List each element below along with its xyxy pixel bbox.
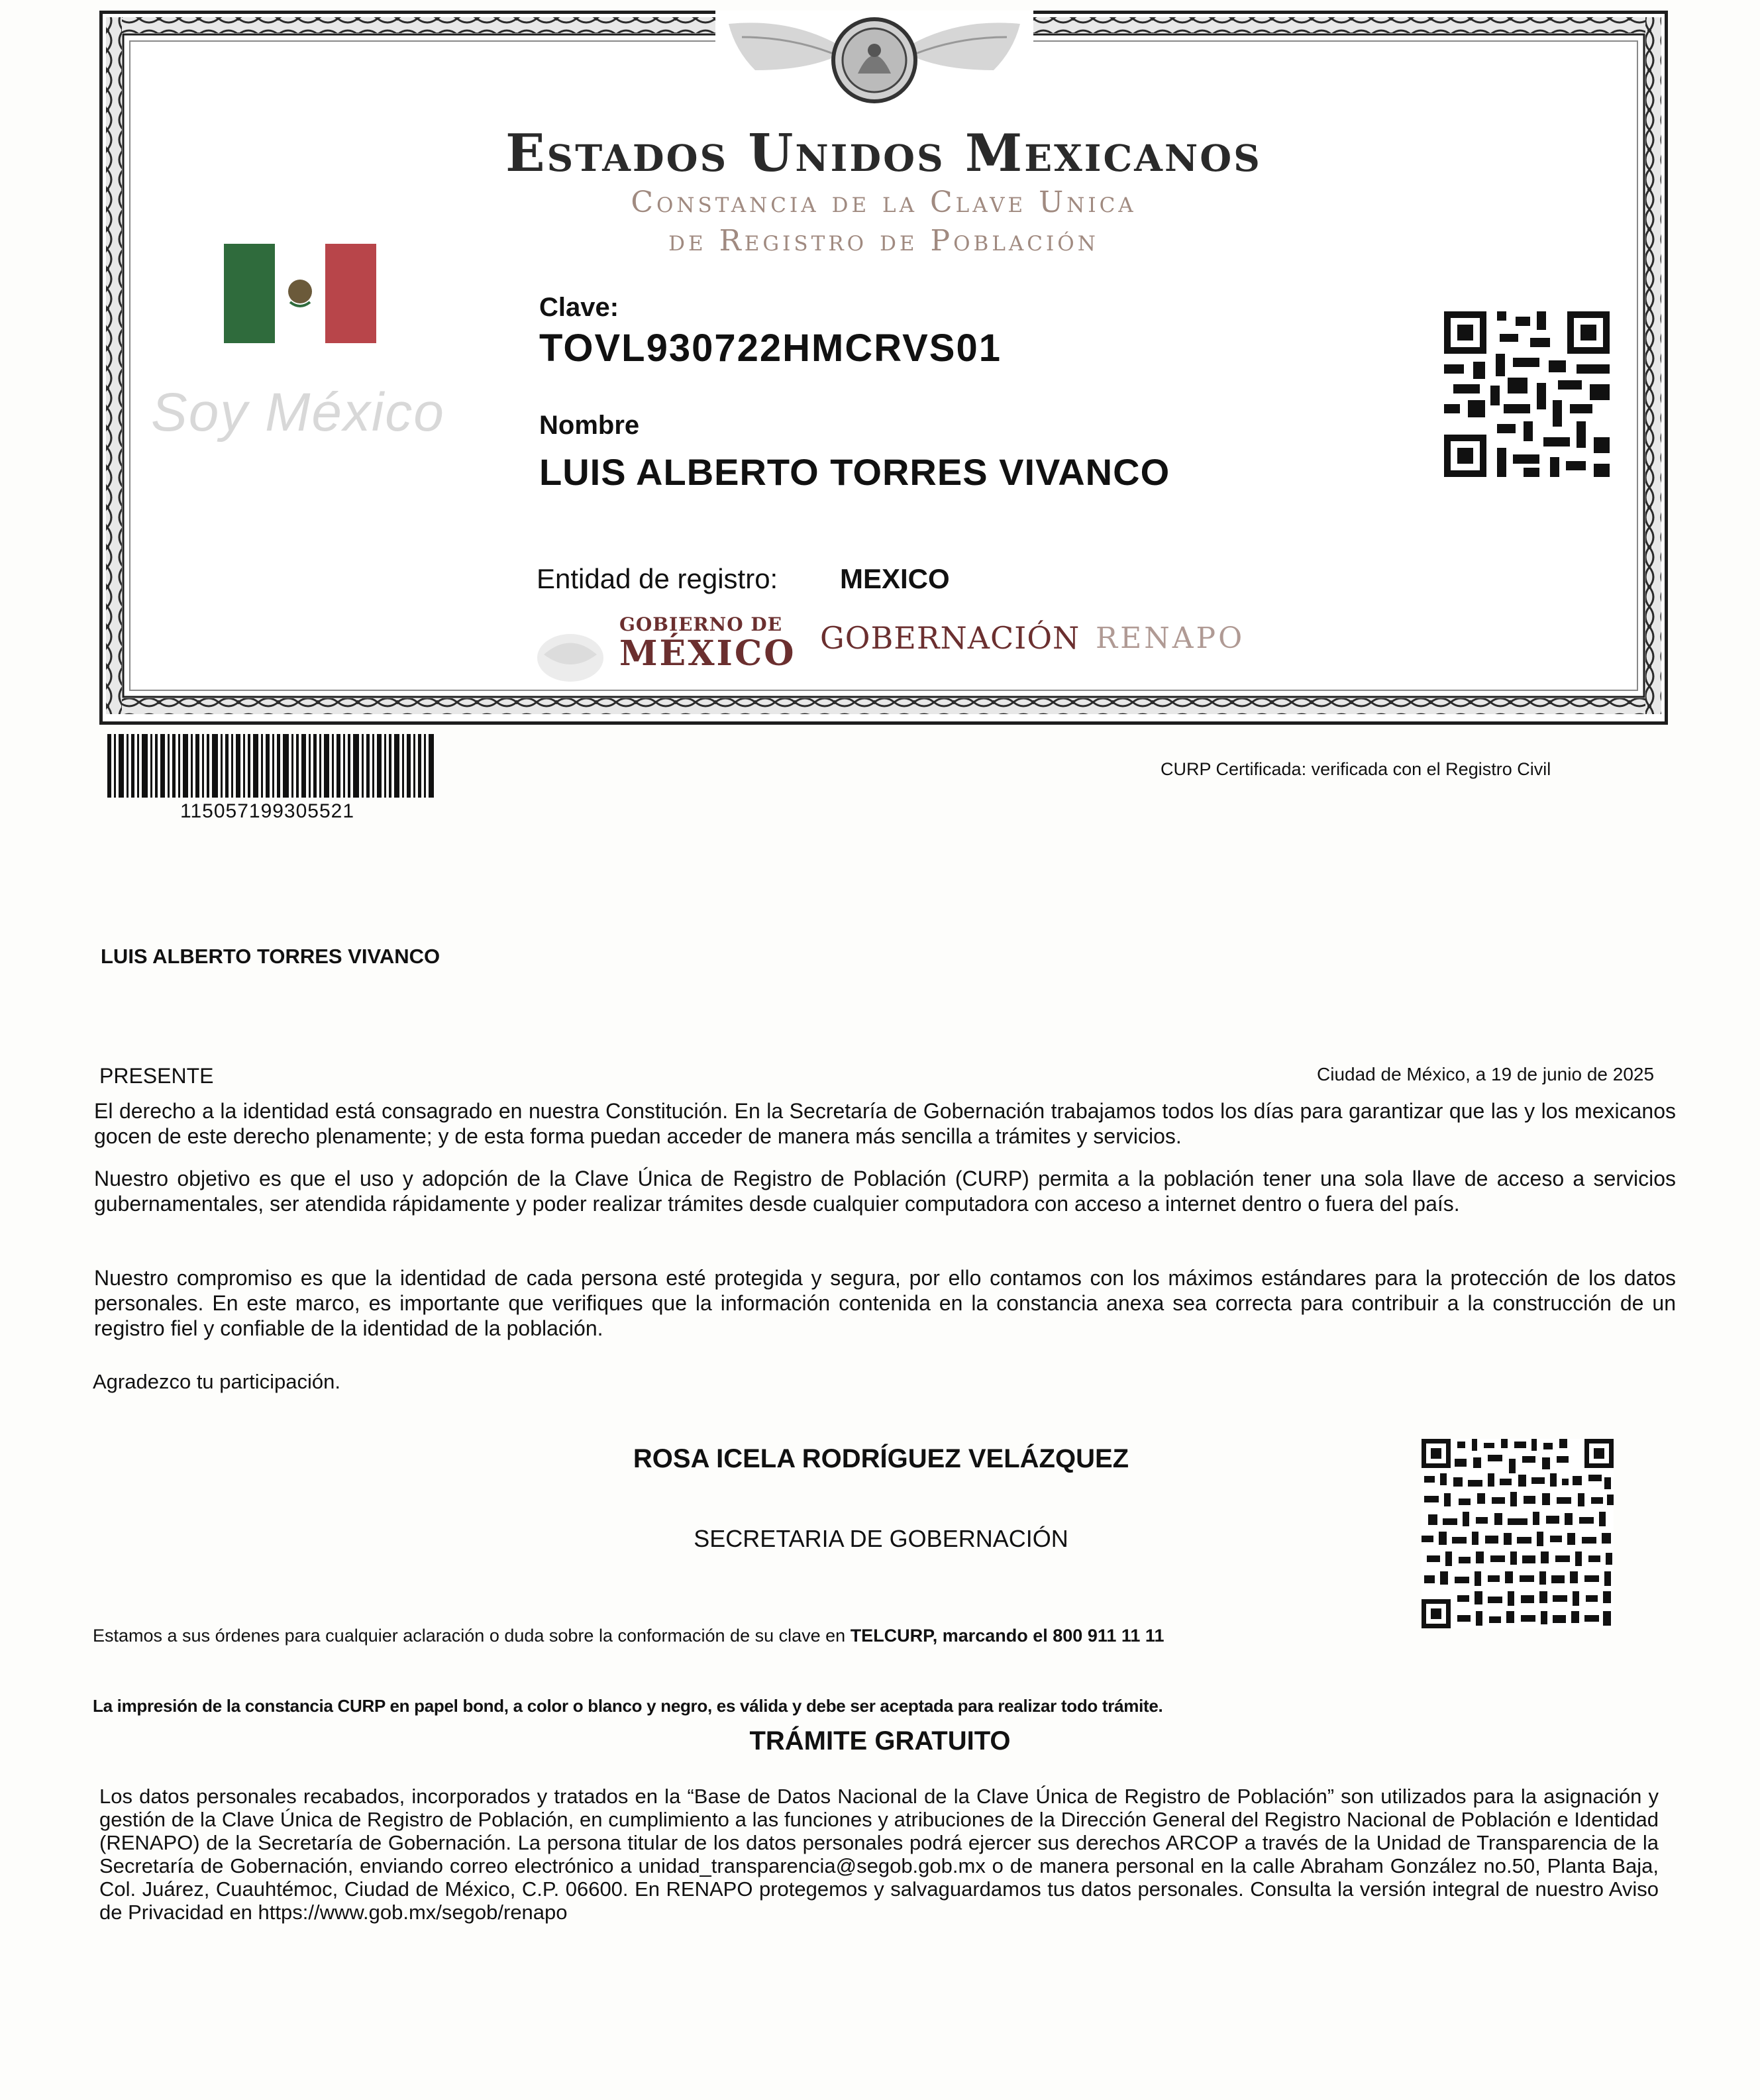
barcode-icon	[107, 734, 437, 798]
country-title: Estados Unidos Mexicanos	[505, 123, 1262, 184]
letter-recipient: LUIS ALBERTO TORRES VIVANCO	[101, 945, 440, 968]
government-seal-icon	[534, 628, 607, 688]
signer-title: SECRETARIA DE GOBERNACIÓN	[694, 1525, 1068, 1552]
verification-qr-code-icon	[1422, 1439, 1614, 1628]
soy-mexico-watermark: Soy México	[151, 382, 445, 443]
coat-of-arms-crest	[715, 11, 1033, 110]
clave-label: Clave:	[539, 293, 619, 322]
gobernacion-logo: GOBERNACIÓN	[820, 620, 1080, 656]
impresion-note: La impresión de la constancia CURP en papel bond, a color o blanco y negro, es válida y debe ser aceptada para realizar todo trámite.	[93, 1696, 1163, 1716]
privacy-notice: Los datos personales recabados, incorporados y tratados en la “Base de Datos Nacional de la Clave Única de Registro de Población” son utilizados para la asignación y gestión de la Clave Única de Registro de Población, en cumplimiento a las funciones y atribuciones de la Dirección General del Registro Nacional de Población e Identidad (RENAPO) de la Secretaría de Gobernación. La persona titular de los datos personales podrá ejercer sus derechos ARCOP a través de la Unidad de Transparencia de la Secretaría de Gobernación, enviando correo electrónico a unidad_transparencia@segob.gob.mx o de manera personal en la calle Abraham González no.50, Planta Baja, Col. Juárez, Cuauhtémoc, Ciudad de México, C.P. 06600. En RENAPO protegemos y salvaguardamos tus datos personales. Consulta la versión integral de nuestro Aviso de Privacidad en https://www.gob.mx/segob/renapo	[99, 1785, 1659, 1924]
entidad-label: Entidad de registro:	[537, 563, 778, 594]
mexico-logo-label: MÉXICO	[619, 633, 796, 674]
letter-paragraph-2: Nuestro objetivo es que el uso y adopción de la Clave Única de Registro de Población (CURP) permita a la población tener una sola llave de acceso a servicios gubernamentales, ser atendida rápidamente y poder realizar trámites desde cualquier computadora con acceso a internet dentro o fuera del país.	[94, 1167, 1676, 1216]
signer-name: ROSA ICELA RODRÍGUEZ VELÁZQUEZ	[633, 1444, 1129, 1473]
barcode-number: 115057199305521	[180, 800, 355, 822]
letter-paragraph-3: Nuestro compromiso es que la identidad de cada persona esté protegida y segura, por ello contamos con los máximos estándares para la protección de los datos personales. En este marco, es importante que verifiques que la información contenida en la constancia anexa sea correcta para contribuir a la construcción de un registro fiel y confiable de la identidad de la población.	[94, 1266, 1676, 1340]
renapo-logo: RENAPO	[1096, 621, 1245, 655]
letter-date: Ciudad de México, a 19 de junio de 2025	[1317, 1064, 1655, 1084]
subtitle-line-2: de Registro de Población	[668, 224, 1099, 258]
curp-certificate-card	[99, 11, 1668, 725]
subtitle-line-1: Constancia de la Clave Unica	[631, 185, 1137, 219]
nombre-value: LUIS ALBERTO TORRES VIVANCO	[539, 451, 1170, 493]
presente-label: PRESENTE	[99, 1064, 214, 1088]
telcurp-note	[93, 1626, 1164, 1646]
qr-code-icon	[1444, 311, 1610, 477]
curp-certificada-note: CURP Certificada: verificada con el Registro Civil	[1161, 759, 1551, 779]
clave-value: TOVL930722HMCRVS01	[539, 327, 1002, 370]
nombre-label: Nombre	[539, 411, 640, 440]
telcurp-prefix: Estamos a sus órdenes para cualquier aclaración o duda sobre la conformación de su clave en	[93, 1626, 846, 1646]
tramite-gratuito: TRÁMITE GRATUITO	[749, 1726, 1011, 1756]
gobierno-de-label: GOBIERNO DE	[619, 613, 783, 635]
letter-paragraph-1: El derecho a la identidad está consagrado en nuestra Constitución. En la Secretaría de Gobernación trabajamos todos los días para garantizar que las y los mexicanos gocen de este derecho plenamente; y de esta forma puedan acceder de manera más sencilla a trámites y servicios.	[94, 1099, 1676, 1148]
entidad-value: MEXICO	[840, 563, 950, 594]
letter-thanks: Agradezco tu participación.	[93, 1370, 340, 1393]
telcurp-phone: TELCURP, marcando el 800 911 11 11	[850, 1626, 1165, 1646]
mexican-flag-icon	[224, 244, 376, 343]
